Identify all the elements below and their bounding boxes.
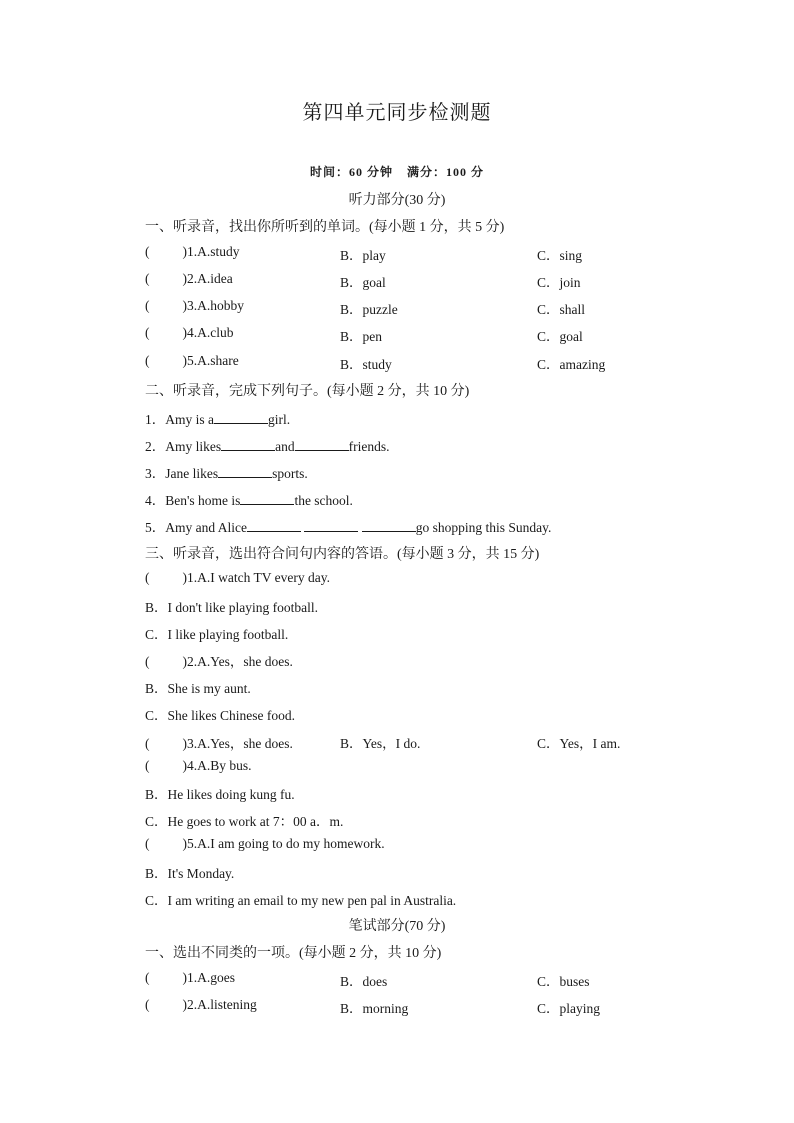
option-c: C．Yes，I am. — [537, 736, 621, 751]
question-line: C．I am writing an email to my new pen pal in Australia. — [145, 893, 457, 908]
option-b: B．pen — [340, 329, 382, 344]
question-row — [145, 353, 665, 373]
option-a: ( )1.A.goes — [145, 970, 235, 985]
listening-section-1-title: 一、听录音，找出你所听到的单词。(每小题 1 分，共 5 分) — [145, 220, 505, 235]
option-a: ( )2.A.idea — [145, 271, 233, 286]
page-title: 第四单元同步检测题 — [302, 102, 492, 124]
option-b: B．morning — [340, 1001, 409, 1016]
question-line: C．She likes Chinese food. — [145, 708, 295, 723]
question-row — [145, 244, 665, 264]
option-b: B．play — [340, 248, 386, 263]
option-a: ( )3.A.hobby — [145, 298, 244, 313]
question-line: B．It's Monday. — [145, 866, 235, 881]
fill-in-sentence: 4．Ben's home is the school. — [145, 493, 353, 508]
answer-blank[interactable] — [218, 464, 272, 478]
answer-blank[interactable] — [304, 518, 358, 532]
question-row — [145, 298, 665, 318]
fill-in-sentence: 2．Amy likes and friends. — [145, 439, 390, 454]
question-line: B．She is my aunt. — [145, 681, 251, 696]
option-a: ( )1.A.study — [145, 244, 240, 259]
option-c: C．shall — [537, 302, 586, 317]
writing-section-1-title: 一、选出不同类的一项。(每小题 2 分，共 10 分) — [145, 946, 442, 961]
question-row — [145, 325, 665, 345]
exam-score: 满分：100 分 — [407, 165, 485, 179]
fill-in-sentence: 1．Amy is a girl. — [145, 412, 291, 427]
answer-blank[interactable] — [247, 518, 301, 532]
question-line: ( )4.A.By bus. — [145, 758, 252, 773]
question-row — [145, 970, 665, 990]
question-line: ( )2.A.Yes，she does. — [145, 654, 293, 669]
exam-meta — [0, 163, 794, 180]
fill-in-sentence: 3．Jane likes sports. — [145, 466, 308, 481]
question-line: B．I don't like playing football. — [145, 600, 319, 615]
fill-in-sentence: 5．Amy and Alice go shopping this Sunday. — [145, 520, 552, 535]
answer-blank[interactable] — [221, 437, 275, 451]
question-row — [145, 732, 665, 752]
option-c: C．playing — [537, 1001, 600, 1016]
answer-blank[interactable] — [362, 518, 416, 532]
option-b: B．puzzle — [340, 302, 398, 317]
question-row — [145, 271, 665, 291]
answer-blank[interactable] — [214, 410, 268, 424]
question-line: B．He likes doing kung fu. — [145, 787, 295, 802]
option-b: B．goal — [340, 275, 386, 290]
option-b: B．Yes，I do. — [340, 736, 421, 751]
option-a: ( )3.A.Yes，she does. — [145, 736, 293, 751]
exam-time: 时间：60 分钟 — [309, 165, 393, 179]
option-c: C．buses — [537, 974, 590, 989]
option-b: B．study — [340, 357, 392, 372]
option-a: ( )5.A.share — [145, 353, 239, 368]
option-c: C．join — [537, 275, 581, 290]
question-line: C．I like playing football. — [145, 627, 289, 642]
listening-section-3-title: 三、听录音，选出符合问句内容的答语。(每小题 3 分，共 15 分) — [145, 547, 540, 562]
question-line: ( )1.A.I watch TV every day. — [145, 570, 330, 585]
option-a: ( )2.A.listening — [145, 997, 257, 1012]
question-line: C．He goes to work at 7：00 a．m. — [145, 814, 344, 829]
question-line: ( )5.A.I am going to do my homework. — [145, 836, 385, 851]
option-c: C．goal — [537, 329, 583, 344]
writing-part-header: 笔试部分(70 分) — [348, 919, 446, 934]
answer-blank[interactable] — [295, 437, 349, 451]
question-row — [145, 997, 665, 1017]
option-b: B．does — [340, 974, 388, 989]
listening-section-2-title: 二、听录音，完成下列句子。(每小题 2 分，共 10 分) — [145, 384, 470, 399]
listening-part-header: 听力部分(30 分) — [348, 193, 446, 208]
answer-blank[interactable] — [240, 491, 294, 505]
option-c: C．amazing — [537, 357, 606, 372]
option-a: ( )4.A.club — [145, 325, 234, 340]
option-c: C．sing — [537, 248, 583, 263]
